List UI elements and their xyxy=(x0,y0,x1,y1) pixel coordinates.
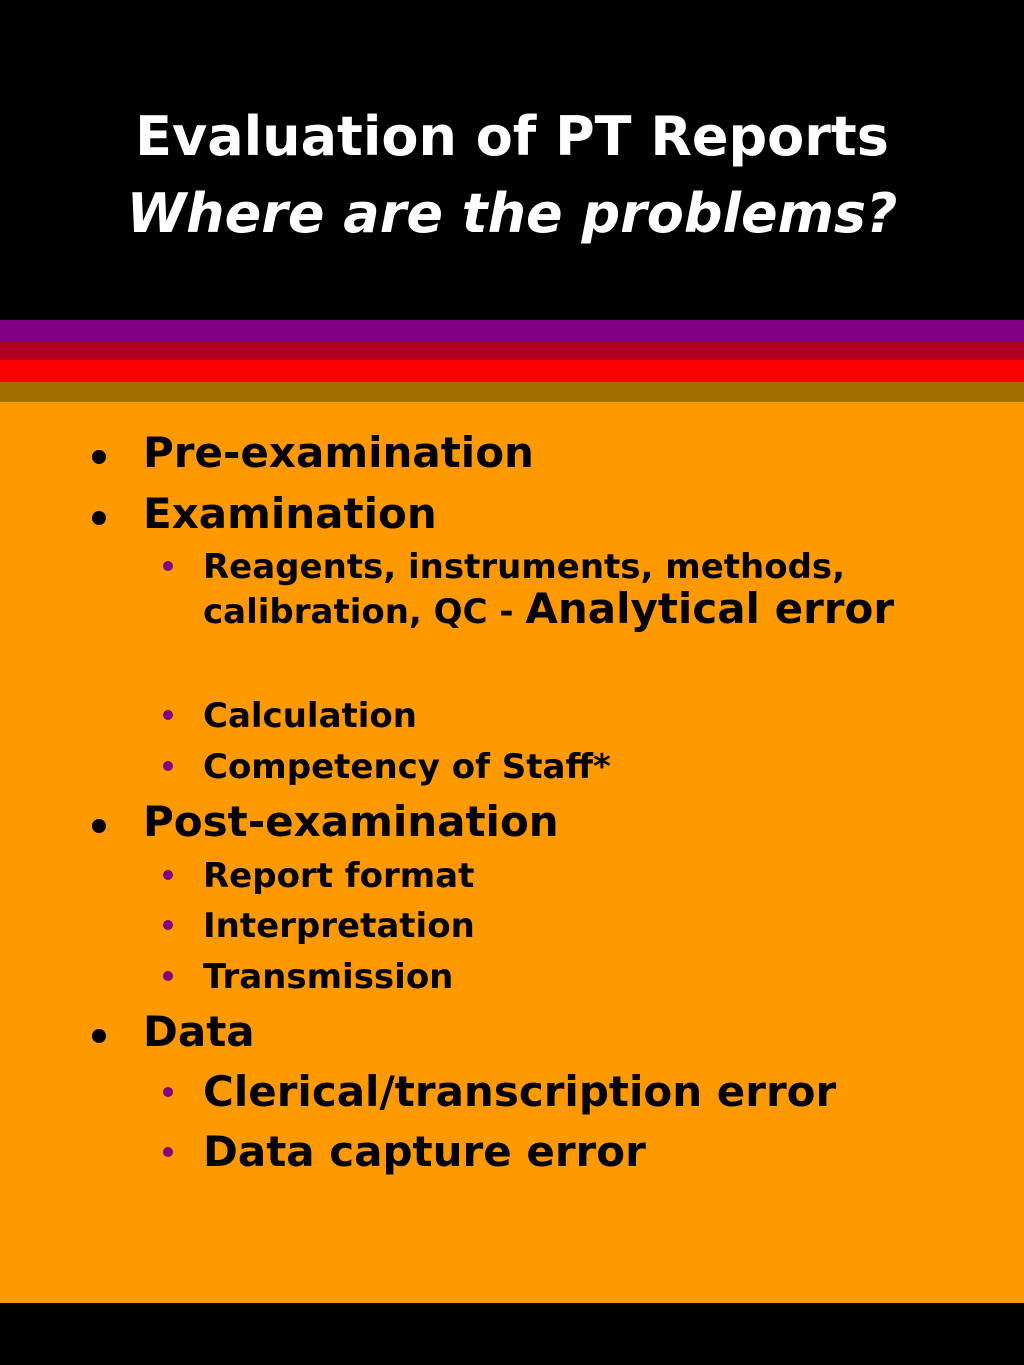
list-item-reagents xyxy=(203,546,923,633)
sub-bullet-icon xyxy=(163,561,173,571)
stripe-purple xyxy=(0,320,1024,342)
sub-bullet-icon xyxy=(163,870,173,880)
sub-bullet-icon xyxy=(163,1087,173,1097)
slide-title: Evaluation of PT Reports xyxy=(135,105,889,168)
list-item-calculation: Calculation xyxy=(203,696,417,736)
sub-bullet-icon xyxy=(163,920,173,930)
list-item-pre-examination: Pre-examination xyxy=(143,428,534,477)
sub-bullet-icon xyxy=(163,761,173,771)
list-item-data: Data xyxy=(143,1007,255,1056)
bullet-icon xyxy=(92,1029,106,1043)
analytical-error-text: Analytical error xyxy=(525,584,895,633)
bullet-icon xyxy=(92,819,106,833)
title-area xyxy=(0,0,1024,320)
list-item-interpretation: Interpretation xyxy=(203,906,475,946)
list-item-examination: Examination xyxy=(143,489,437,538)
footer-bar xyxy=(0,1303,1024,1365)
list-item-post-examination: Post-examination xyxy=(143,797,559,846)
stripe-red xyxy=(0,360,1024,382)
list-item-clerical-error: Clerical/transcription error xyxy=(203,1067,837,1116)
bullet-icon xyxy=(92,511,106,525)
list-item-competency: Competency of Staff* xyxy=(203,747,611,787)
stripe-brown xyxy=(0,382,1024,402)
sub-bullet-icon xyxy=(163,971,173,981)
reagents-text: Reagents, instruments, methods, calibration, QC - xyxy=(203,547,846,632)
stripe-crimson xyxy=(0,342,1024,360)
list-item-report-format: Report format xyxy=(203,856,475,896)
sub-bullet-icon xyxy=(163,710,173,720)
sub-bullet-icon xyxy=(163,1147,173,1157)
slide-subtitle: Where are the problems? xyxy=(126,182,898,245)
list-item-transmission: Transmission xyxy=(203,957,454,997)
list-item-data-capture-error: Data capture error xyxy=(203,1127,646,1176)
bullet-icon xyxy=(92,450,106,464)
